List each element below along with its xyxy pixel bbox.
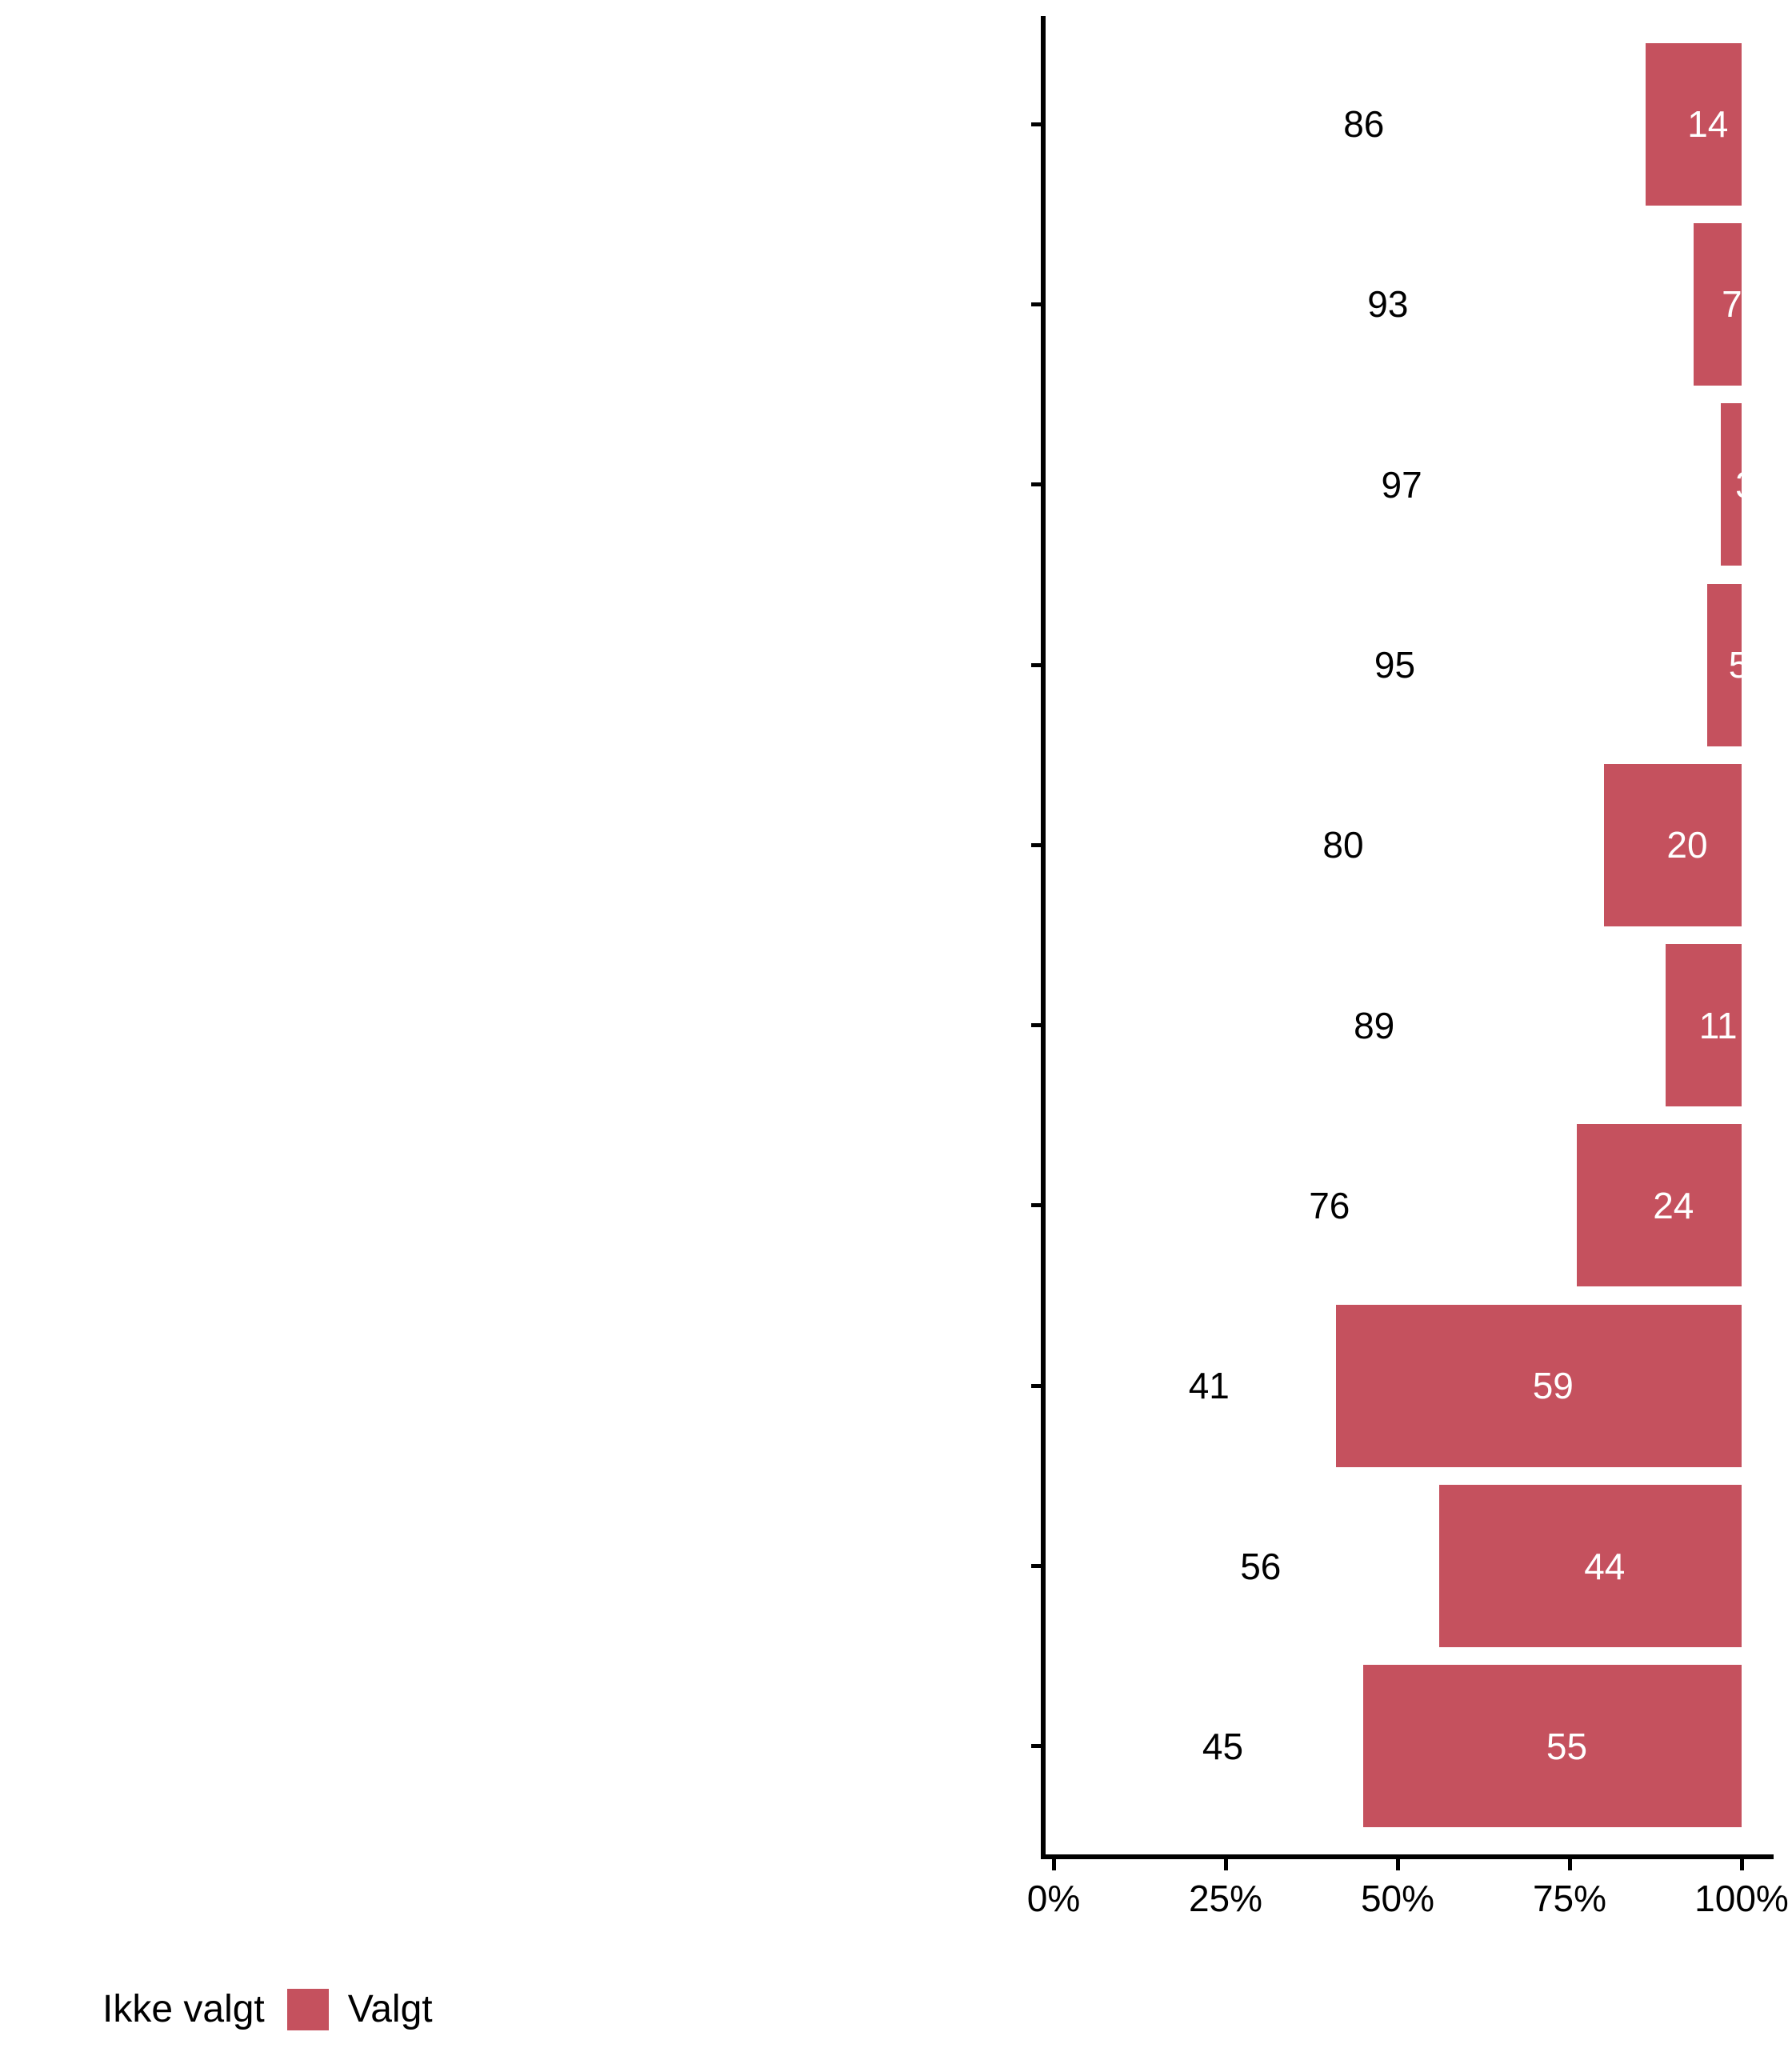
- bar-label-ikke-valgt: 89: [1354, 1004, 1395, 1046]
- x-tick-mark: [1052, 1859, 1056, 1870]
- bar-label-ikke-valgt: 76: [1309, 1184, 1350, 1226]
- y-tick-mark: [1031, 482, 1041, 486]
- y-tick-mark: [1031, 663, 1041, 667]
- x-axis-line: [1041, 1854, 1774, 1859]
- bar-label-ikke-valgt: 41: [1188, 1365, 1230, 1407]
- bar-label-ikke-valgt: 80: [1322, 824, 1364, 866]
- y-tick-mark: [1031, 1744, 1041, 1748]
- bar-label-ikke-valgt: 86: [1343, 103, 1385, 146]
- x-tick-mark: [1396, 1859, 1400, 1870]
- bar-label-valgt: 20: [1666, 824, 1708, 866]
- bar-label-valgt: 59: [1532, 1365, 1574, 1407]
- x-tick-label: 0%: [1026, 1878, 1081, 1919]
- x-tick-label: 50%: [1360, 1878, 1435, 1919]
- x-tick-mark: [1224, 1859, 1228, 1870]
- bar-label-valgt: 14: [1687, 103, 1729, 146]
- y-tick-mark: [1031, 843, 1041, 847]
- bar-label-ikke-valgt: 45: [1202, 1725, 1244, 1767]
- y-axis-line: [1041, 16, 1046, 1859]
- bar-label-valgt: 5: [1728, 644, 1750, 686]
- bar-label-valgt: 7: [1722, 283, 1742, 326]
- bar-label-valgt: 55: [1546, 1725, 1588, 1767]
- legend-label-valgt: Valgt: [347, 1988, 433, 2030]
- legend: [48, 1987, 433, 2032]
- x-tick-mark: [1568, 1859, 1572, 1870]
- bar-label-valgt: 3: [1735, 463, 1756, 506]
- legend-label-ikke-valgt: Ikke valgt: [102, 1988, 265, 2030]
- bar-label-ikke-valgt: 56: [1240, 1545, 1282, 1587]
- legend-key-ikke-valgt-icon: [48, 1989, 90, 2030]
- bar-label-valgt: 44: [1584, 1545, 1626, 1587]
- legend-key-valgt-icon: [287, 1989, 329, 2030]
- y-tick-mark: [1031, 1564, 1041, 1568]
- x-tick-label: 25%: [1188, 1878, 1263, 1919]
- x-tick-label: 100%: [1694, 1878, 1789, 1919]
- y-tick-mark: [1031, 1023, 1041, 1027]
- bar-label-valgt: 24: [1653, 1184, 1694, 1226]
- x-tick-label: 75%: [1532, 1878, 1607, 1919]
- y-tick-mark: [1031, 1203, 1041, 1207]
- bar-label-ikke-valgt: 93: [1367, 283, 1409, 326]
- x-tick-mark: [1740, 1859, 1744, 1870]
- bar-label-ikke-valgt: 95: [1374, 644, 1416, 686]
- y-tick-mark: [1031, 122, 1041, 126]
- y-tick-mark: [1031, 1384, 1041, 1388]
- bar-label-valgt: 11: [1698, 1004, 1738, 1046]
- bar-label-ikke-valgt: 97: [1381, 463, 1422, 506]
- y-tick-mark: [1031, 302, 1041, 306]
